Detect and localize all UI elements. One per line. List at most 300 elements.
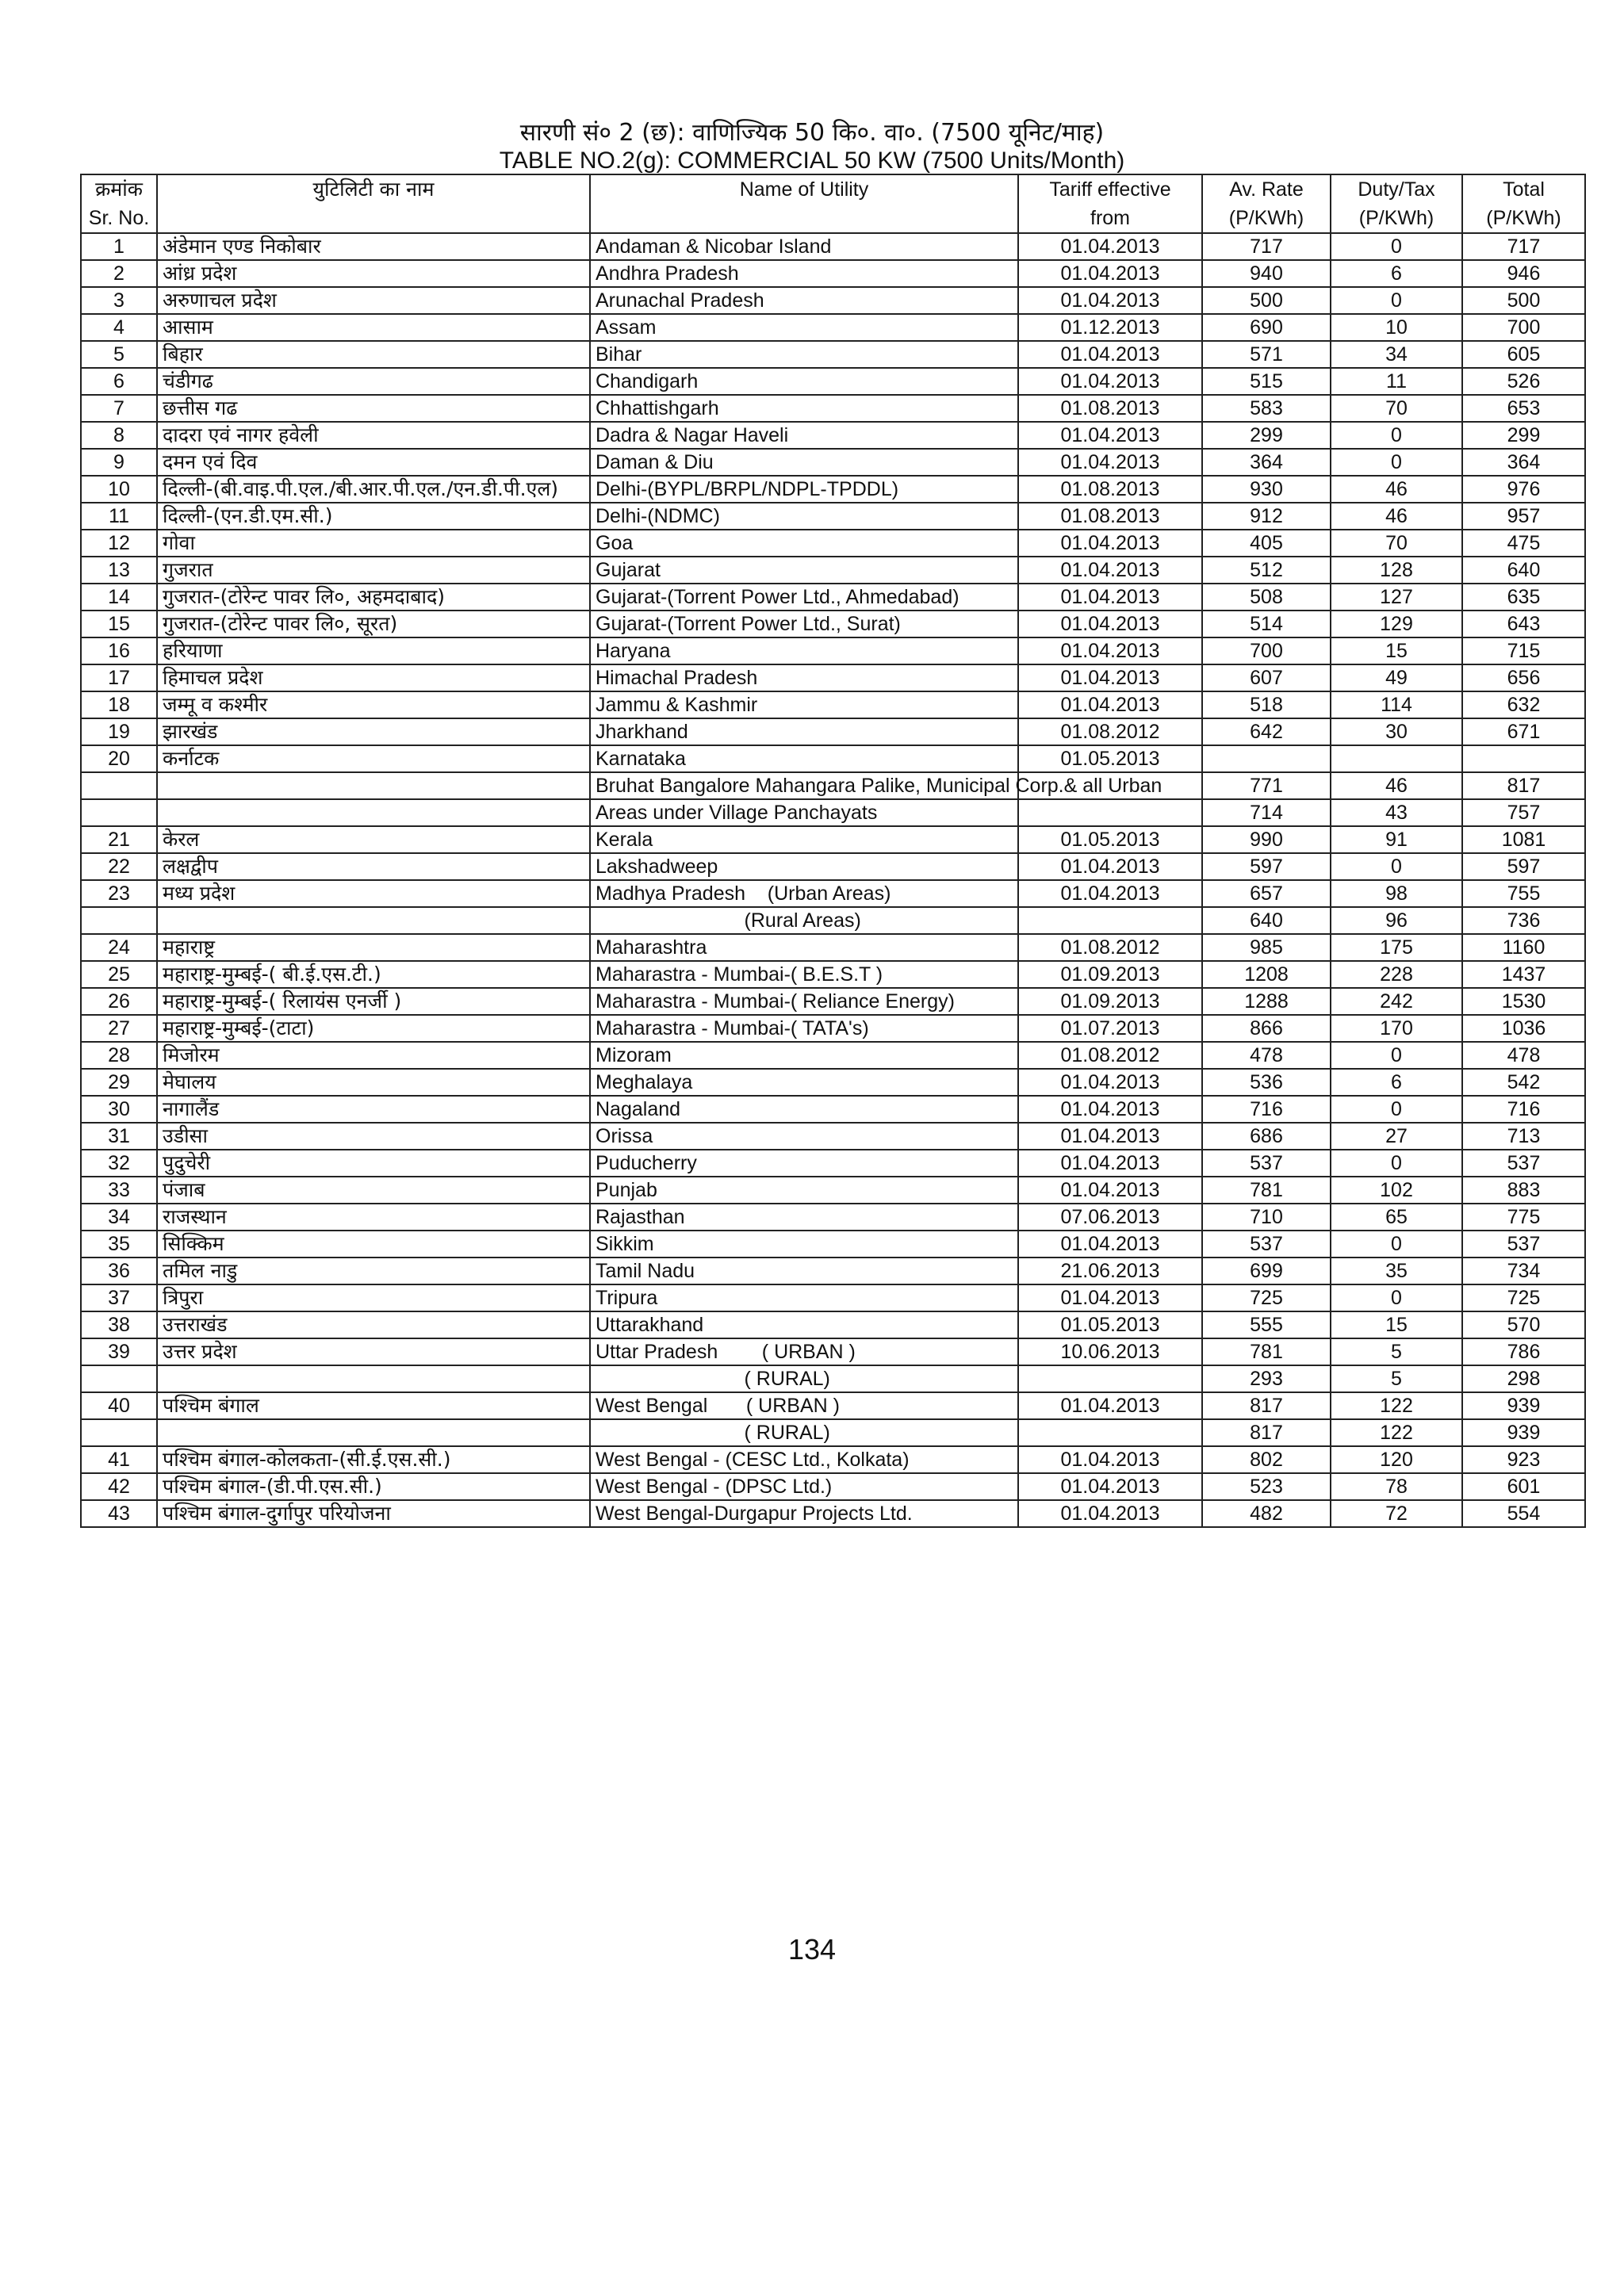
header-duty-line1: Duty/Tax: [1331, 174, 1462, 204]
cell-utility-name-hindi: दिल्ली-(एन.डी.एम.सी.): [157, 503, 590, 530]
cell-tariff-effective-from: 01.04.2013: [1018, 260, 1202, 287]
cell-duty-tax: 10: [1331, 314, 1462, 341]
cell-duty-tax: 128: [1331, 557, 1462, 584]
cell-total: 475: [1462, 530, 1585, 557]
cell-duty-tax: 122: [1331, 1392, 1462, 1419]
table-body: [81, 233, 1585, 1527]
cell-tariff-effective-from: 01.04.2013: [1018, 1177, 1202, 1204]
cell-utility-name-hindi: बिहार: [157, 341, 590, 368]
cell-tariff-effective-from: 10.06.2013: [1018, 1338, 1202, 1365]
cell-utility-name-english: Jharkhand: [590, 718, 1018, 745]
cell-utility-name-hindi: आंध्र प्रदेश: [157, 260, 590, 287]
cell-utility-name-english: Nagaland: [590, 1096, 1018, 1123]
cell-av-rate: 299: [1202, 422, 1331, 449]
cell-utility-name-english: Bruhat Bangalore Mahangara Palike, Municipal Corp.& all Urban: [590, 772, 1018, 799]
cell-utility-name-english: Assam: [590, 314, 1018, 341]
cell-utility-name-english: West Bengal - (CESC Ltd., Kolkata): [590, 1446, 1018, 1473]
cell-sr-no: 32: [81, 1150, 157, 1177]
cell-duty-tax: 0: [1331, 449, 1462, 476]
cell-total: 1437: [1462, 961, 1585, 988]
tariff-table: [80, 174, 1586, 1528]
cell-utility-name-english: Orissa: [590, 1123, 1018, 1150]
table-row: [81, 314, 1585, 341]
table-row: [81, 503, 1585, 530]
table-row: [81, 880, 1585, 907]
cell-utility-name-hindi: उत्तर प्रदेश: [157, 1338, 590, 1365]
cell-utility-name-english: Areas under Village Panchayats: [590, 799, 1018, 826]
cell-utility-name-english: Punjab: [590, 1177, 1018, 1204]
cell-utility-name-english: ( RURAL): [590, 1365, 1018, 1392]
cell-av-rate: 817: [1202, 1419, 1331, 1446]
cell-utility-name-hindi: महाराष्ट्र-मुम्बई-( बी.ई.एस.टी.): [157, 961, 590, 988]
cell-utility-name-hindi: चंडीगढ: [157, 368, 590, 395]
table-row: [81, 664, 1585, 691]
cell-total: 554: [1462, 1500, 1585, 1527]
cell-av-rate: 699: [1202, 1258, 1331, 1284]
cell-utility-name-hindi: उत्तराखंड: [157, 1311, 590, 1338]
cell-av-rate: 990: [1202, 826, 1331, 853]
table-row: [81, 1473, 1585, 1500]
header-sr-english: Sr. No.: [81, 204, 157, 233]
table-row: [81, 1365, 1585, 1392]
cell-utility-name-english: Tamil Nadu: [590, 1258, 1018, 1284]
cell-sr-no: 8: [81, 422, 157, 449]
cell-tariff-effective-from: 01.04.2013: [1018, 341, 1202, 368]
cell-av-rate: 478: [1202, 1042, 1331, 1069]
cell-duty-tax: 0: [1331, 1231, 1462, 1258]
cell-utility-name-hindi: मिजोरम: [157, 1042, 590, 1069]
cell-tariff-effective-from: 01.04.2013: [1018, 637, 1202, 664]
cell-duty-tax: 0: [1331, 422, 1462, 449]
cell-utility-name-english: West Bengal - (DPSC Ltd.): [590, 1473, 1018, 1500]
table-row: [81, 1419, 1585, 1446]
cell-utility-name-hindi: [157, 1365, 590, 1392]
cell-total: 715: [1462, 637, 1585, 664]
cell-tariff-effective-from: 01.08.2012: [1018, 934, 1202, 961]
cell-duty-tax: 127: [1331, 584, 1462, 611]
cell-total: 957: [1462, 503, 1585, 530]
cell-total: 775: [1462, 1204, 1585, 1231]
cell-tariff-effective-from: 07.06.2013: [1018, 1204, 1202, 1231]
cell-utility-name-hindi: हरियाणा: [157, 637, 590, 664]
cell-utility-name-english: Delhi-(BYPL/BRPL/NDPL-TPDDL): [590, 476, 1018, 503]
cell-utility-name-hindi: अंडेमान एण्ड निकोबार: [157, 233, 590, 260]
cell-duty-tax: 0: [1331, 1096, 1462, 1123]
cell-total: 570: [1462, 1311, 1585, 1338]
cell-av-rate: 508: [1202, 584, 1331, 611]
cell-duty-tax: 96: [1331, 907, 1462, 934]
cell-duty-tax: 0: [1331, 287, 1462, 314]
cell-duty-tax: 78: [1331, 1473, 1462, 1500]
cell-total: 734: [1462, 1258, 1585, 1284]
cell-sr-no: 37: [81, 1284, 157, 1311]
cell-tariff-effective-from: [1018, 1365, 1202, 1392]
cell-sr-no: 14: [81, 584, 157, 611]
cell-duty-tax: 5: [1331, 1338, 1462, 1365]
cell-utility-name-hindi: महाराष्ट्र-मुम्बई-(टाटा): [157, 1015, 590, 1042]
table-header: [81, 174, 1585, 233]
cell-utility-name-english: Maharashtra: [590, 934, 1018, 961]
cell-sr-no: 13: [81, 557, 157, 584]
cell-utility-name-english: Delhi-(NDMC): [590, 503, 1018, 530]
cell-utility-name-english: Dadra & Nagar Haveli: [590, 422, 1018, 449]
cell-utility-name-hindi: पश्चिम बंगाल-(डी.पी.एस.सी.): [157, 1473, 590, 1500]
cell-tariff-effective-from: 01.04.2013: [1018, 1231, 1202, 1258]
cell-total: 597: [1462, 853, 1585, 880]
cell-utility-name-english: West Bengal-Durgapur Projects Ltd.: [590, 1500, 1018, 1527]
cell-utility-name-hindi: महाराष्ट्र-मुम्बई-( रिलायंस एनर्जी ): [157, 988, 590, 1015]
cell-tariff-effective-from: 01.04.2013: [1018, 233, 1202, 260]
cell-tariff-effective-from: 01.04.2013: [1018, 530, 1202, 557]
cell-total: [1462, 745, 1585, 772]
table-row: [81, 691, 1585, 718]
cell-duty-tax: 46: [1331, 476, 1462, 503]
header-total-line1: Total: [1462, 174, 1585, 204]
table-row: [81, 1177, 1585, 1204]
cell-sr-no: 3: [81, 287, 157, 314]
cell-utility-name-hindi: राजस्थान: [157, 1204, 590, 1231]
cell-total: 632: [1462, 691, 1585, 718]
table-row: [81, 853, 1585, 880]
cell-total: 1081: [1462, 826, 1585, 853]
cell-utility-name-hindi: दमन एवं दिव: [157, 449, 590, 476]
cell-total: 757: [1462, 799, 1585, 826]
cell-sr-no: 24: [81, 934, 157, 961]
cell-duty-tax: 0: [1331, 1150, 1462, 1177]
cell-utility-name-hindi: मध्य प्रदेश: [157, 880, 590, 907]
cell-av-rate: 686: [1202, 1123, 1331, 1150]
cell-utility-name-hindi: हिमाचल प्रदेश: [157, 664, 590, 691]
cell-av-rate: 537: [1202, 1231, 1331, 1258]
cell-utility-name-hindi: सिक्किम: [157, 1231, 590, 1258]
cell-duty-tax: 0: [1331, 233, 1462, 260]
table-row: [81, 1096, 1585, 1123]
cell-duty-tax: 65: [1331, 1204, 1462, 1231]
cell-av-rate: 657: [1202, 880, 1331, 907]
table-row: [81, 637, 1585, 664]
cell-utility-name-english: Meghalaya: [590, 1069, 1018, 1096]
cell-total: 605: [1462, 341, 1585, 368]
cell-total: 526: [1462, 368, 1585, 395]
table-row: [81, 745, 1585, 772]
cell-duty-tax: 0: [1331, 1042, 1462, 1069]
cell-tariff-effective-from: 01.04.2013: [1018, 1096, 1202, 1123]
cell-av-rate: 717: [1202, 233, 1331, 260]
table-row: [81, 718, 1585, 745]
cell-av-rate: 817: [1202, 1392, 1331, 1419]
cell-utility-name-hindi: कर्नाटक: [157, 745, 590, 772]
cell-utility-name-hindi: केरल: [157, 826, 590, 853]
cell-sr-no: 40: [81, 1392, 157, 1419]
cell-sr-no: 6: [81, 368, 157, 395]
cell-sr-no: 23: [81, 880, 157, 907]
cell-tariff-effective-from: 01.04.2013: [1018, 449, 1202, 476]
cell-utility-name-hindi: तमिल नाडु: [157, 1258, 590, 1284]
cell-total: 364: [1462, 449, 1585, 476]
cell-utility-name-hindi: पश्चिम बंगाल-दुर्गापुर परियोजना: [157, 1500, 590, 1527]
table-row: [81, 368, 1585, 395]
cell-av-rate: 781: [1202, 1338, 1331, 1365]
cell-utility-name-english: Rajasthan: [590, 1204, 1018, 1231]
cell-sr-no: 43: [81, 1500, 157, 1527]
cell-sr-no: 39: [81, 1338, 157, 1365]
cell-av-rate: 607: [1202, 664, 1331, 691]
cell-sr-no: [81, 907, 157, 934]
cell-utility-name-hindi: अरुणाचल प्रदेश: [157, 287, 590, 314]
cell-duty-tax: 102: [1331, 1177, 1462, 1204]
header-rate-line1: Av. Rate: [1202, 174, 1331, 204]
cell-duty-tax: 35: [1331, 1258, 1462, 1284]
cell-duty-tax: 122: [1331, 1419, 1462, 1446]
cell-utility-name-english: Bihar: [590, 341, 1018, 368]
cell-duty-tax: 15: [1331, 1311, 1462, 1338]
cell-total: 671: [1462, 718, 1585, 745]
cell-utility-name-english: Uttar Pradesh ( URBAN ): [590, 1338, 1018, 1365]
cell-total: 717: [1462, 233, 1585, 260]
cell-duty-tax: 120: [1331, 1446, 1462, 1473]
cell-duty-tax: 170: [1331, 1015, 1462, 1042]
cell-duty-tax: [1331, 745, 1462, 772]
table-title-english: TABLE NO.2(g): COMMERCIAL 50 KW (7500 Units/Month): [499, 147, 1125, 174]
cell-duty-tax: 114: [1331, 691, 1462, 718]
table-row: [81, 1042, 1585, 1069]
cell-sr-no: 42: [81, 1473, 157, 1500]
table-row: [81, 530, 1585, 557]
cell-utility-name-hindi: छत्तीस गढ: [157, 395, 590, 422]
cell-total: 299: [1462, 422, 1585, 449]
cell-utility-name-english: Chandigarh: [590, 368, 1018, 395]
cell-av-rate: 514: [1202, 611, 1331, 637]
cell-tariff-effective-from: 01.08.2012: [1018, 718, 1202, 745]
cell-sr-no: 20: [81, 745, 157, 772]
cell-duty-tax: 27: [1331, 1123, 1462, 1150]
cell-av-rate: 293: [1202, 1365, 1331, 1392]
cell-duty-tax: 129: [1331, 611, 1462, 637]
cell-total: 716: [1462, 1096, 1585, 1123]
cell-total: 713: [1462, 1123, 1585, 1150]
cell-tariff-effective-from: 01.12.2013: [1018, 314, 1202, 341]
cell-sr-no: 36: [81, 1258, 157, 1284]
table-row: [81, 772, 1585, 799]
cell-utility-name-english: Daman & Diu: [590, 449, 1018, 476]
cell-sr-no: 10: [81, 476, 157, 503]
cell-total: 736: [1462, 907, 1585, 934]
cell-utility-name-english: Andaman & Nicobar Island: [590, 233, 1018, 260]
cell-total: 725: [1462, 1284, 1585, 1311]
cell-tariff-effective-from: 01.04.2013: [1018, 1069, 1202, 1096]
header-rate-line2: (P/KWh): [1202, 204, 1331, 233]
cell-utility-name-hindi: गुजरात-(टोरेन्ट पावर लि०, सूरत): [157, 611, 590, 637]
cell-utility-name-hindi: गुजरात-(टोरेन्ट पावर लि०, अहमदाबाद): [157, 584, 590, 611]
cell-sr-no: 33: [81, 1177, 157, 1204]
cell-tariff-effective-from: 01.04.2013: [1018, 422, 1202, 449]
header-total-line2: (P/KWh): [1462, 204, 1585, 233]
cell-duty-tax: 30: [1331, 718, 1462, 745]
cell-total: 635: [1462, 584, 1585, 611]
cell-av-rate: 930: [1202, 476, 1331, 503]
cell-av-rate: 1208: [1202, 961, 1331, 988]
cell-total: 656: [1462, 664, 1585, 691]
cell-sr-no: 38: [81, 1311, 157, 1338]
cell-tariff-effective-from: 01.04.2013: [1018, 557, 1202, 584]
cell-tariff-effective-from: 01.04.2013: [1018, 1150, 1202, 1177]
cell-av-rate: 537: [1202, 1150, 1331, 1177]
cell-duty-tax: 228: [1331, 961, 1462, 988]
cell-sr-no: 16: [81, 637, 157, 664]
cell-sr-no: 1: [81, 233, 157, 260]
cell-tariff-effective-from: 21.06.2013: [1018, 1258, 1202, 1284]
table-row: [81, 1123, 1585, 1150]
cell-tariff-effective-from: 01.04.2013: [1018, 691, 1202, 718]
cell-utility-name-english: Mizoram: [590, 1042, 1018, 1069]
cell-sr-no: 21: [81, 826, 157, 853]
cell-duty-tax: 6: [1331, 1069, 1462, 1096]
cell-tariff-effective-from: 01.08.2013: [1018, 503, 1202, 530]
cell-tariff-effective-from: 01.04.2013: [1018, 1500, 1202, 1527]
cell-tariff-effective-from: 01.04.2013: [1018, 287, 1202, 314]
cell-sr-no: [81, 1365, 157, 1392]
table-row: [81, 1204, 1585, 1231]
cell-av-rate: 523: [1202, 1473, 1331, 1500]
cell-tariff-effective-from: 01.04.2013: [1018, 368, 1202, 395]
cell-tariff-effective-from: 01.04.2013: [1018, 1392, 1202, 1419]
cell-total: 786: [1462, 1338, 1585, 1365]
cell-total: 478: [1462, 1042, 1585, 1069]
cell-tariff-effective-from: 01.05.2013: [1018, 745, 1202, 772]
cell-av-rate: 716: [1202, 1096, 1331, 1123]
cell-sr-no: 26: [81, 988, 157, 1015]
cell-sr-no: 19: [81, 718, 157, 745]
cell-sr-no: 25: [81, 961, 157, 988]
cell-sr-no: [81, 1419, 157, 1446]
cell-duty-tax: 70: [1331, 530, 1462, 557]
cell-total: 1036: [1462, 1015, 1585, 1042]
cell-total: 1530: [1462, 988, 1585, 1015]
cell-sr-no: 2: [81, 260, 157, 287]
table-row: [81, 476, 1585, 503]
cell-av-rate: 583: [1202, 395, 1331, 422]
cell-sr-no: 9: [81, 449, 157, 476]
cell-av-rate: 802: [1202, 1446, 1331, 1473]
cell-utility-name-hindi: गुजरात: [157, 557, 590, 584]
cell-duty-tax: 34: [1331, 341, 1462, 368]
table-row: [81, 1500, 1585, 1527]
table-row: [81, 799, 1585, 826]
cell-tariff-effective-from: 01.04.2013: [1018, 853, 1202, 880]
cell-sr-no: 41: [81, 1446, 157, 1473]
cell-av-rate: 512: [1202, 557, 1331, 584]
cell-utility-name-english: Puducherry: [590, 1150, 1018, 1177]
cell-utility-name-hindi: आसाम: [157, 314, 590, 341]
cell-utility-name-hindi: [157, 799, 590, 826]
cell-tariff-effective-from: 01.05.2013: [1018, 826, 1202, 853]
cell-total: 537: [1462, 1231, 1585, 1258]
cell-total: 946: [1462, 260, 1585, 287]
cell-utility-name-hindi: पश्चिम बंगाल: [157, 1392, 590, 1419]
cell-total: 817: [1462, 772, 1585, 799]
cell-total: 537: [1462, 1150, 1585, 1177]
cell-av-rate: 405: [1202, 530, 1331, 557]
cell-duty-tax: 5: [1331, 1365, 1462, 1392]
table-row: [81, 826, 1585, 853]
cell-total: 939: [1462, 1419, 1585, 1446]
cell-total: 939: [1462, 1392, 1585, 1419]
cell-total: 500: [1462, 287, 1585, 314]
cell-total: 653: [1462, 395, 1585, 422]
cell-total: 755: [1462, 880, 1585, 907]
header-sr-hindi: क्रमांक: [81, 174, 157, 204]
cell-av-rate: 866: [1202, 1015, 1331, 1042]
cell-total: 643: [1462, 611, 1585, 637]
cell-av-rate: 985: [1202, 934, 1331, 961]
cell-utility-name-hindi: दिल्ली-(बी.वाइ.पी.एल./बी.आर.पी.एल./एन.डी.पी.एल): [157, 476, 590, 503]
cell-tariff-effective-from: 01.08.2012: [1018, 1042, 1202, 1069]
cell-av-rate: 571: [1202, 341, 1331, 368]
cell-av-rate: 690: [1202, 314, 1331, 341]
cell-utility-name-hindi: पंजाब: [157, 1177, 590, 1204]
cell-sr-no: 30: [81, 1096, 157, 1123]
cell-sr-no: 35: [81, 1231, 157, 1258]
cell-utility-name-english: Gujarat-(Torrent Power Ltd., Ahmedabad): [590, 584, 1018, 611]
cell-utility-name-english: Uttarakhand: [590, 1311, 1018, 1338]
cell-av-rate: 500: [1202, 287, 1331, 314]
cell-total: 976: [1462, 476, 1585, 503]
cell-av-rate: 482: [1202, 1500, 1331, 1527]
table-row: [81, 341, 1585, 368]
table-row: [81, 1015, 1585, 1042]
cell-sr-no: 34: [81, 1204, 157, 1231]
cell-utility-name-english: Jammu & Kashmir: [590, 691, 1018, 718]
cell-duty-tax: 72: [1331, 1500, 1462, 1527]
header-tariff-line1: Tariff effective: [1018, 174, 1202, 204]
cell-utility-name-english: Himachal Pradesh: [590, 664, 1018, 691]
cell-utility-name-hindi: महाराष्ट्र: [157, 934, 590, 961]
cell-utility-name-hindi: गोवा: [157, 530, 590, 557]
table-row: [81, 907, 1585, 934]
cell-sr-no: 11: [81, 503, 157, 530]
cell-tariff-effective-from: 01.04.2013: [1018, 1446, 1202, 1473]
header-duty-line2: (P/KWh): [1331, 204, 1462, 233]
cell-utility-name-hindi: त्रिपुरा: [157, 1284, 590, 1311]
header-name-hindi: युटिलिटी का नाम: [157, 174, 590, 204]
cell-duty-tax: 175: [1331, 934, 1462, 961]
cell-utility-name-english: Maharastra - Mumbai-( B.E.S.T ): [590, 961, 1018, 988]
cell-utility-name-english: Lakshadweep: [590, 853, 1018, 880]
cell-duty-tax: 0: [1331, 853, 1462, 880]
cell-sr-no: 5: [81, 341, 157, 368]
cell-utility-name-english: Andhra Pradesh: [590, 260, 1018, 287]
cell-utility-name-english: Gujarat: [590, 557, 1018, 584]
table-row: [81, 1258, 1585, 1284]
cell-av-rate: 940: [1202, 260, 1331, 287]
cell-utility-name-english: Sikkim: [590, 1231, 1018, 1258]
cell-av-rate: 710: [1202, 1204, 1331, 1231]
cell-av-rate: 364: [1202, 449, 1331, 476]
header-blank: [157, 204, 590, 233]
cell-av-rate: 700: [1202, 637, 1331, 664]
table-row: [81, 1446, 1585, 1473]
cell-av-rate: 781: [1202, 1177, 1331, 1204]
cell-sr-no: 29: [81, 1069, 157, 1096]
table-row: [81, 1311, 1585, 1338]
cell-sr-no: [81, 799, 157, 826]
table-row: [81, 934, 1585, 961]
cell-sr-no: 15: [81, 611, 157, 637]
cell-duty-tax: 46: [1331, 772, 1462, 799]
cell-av-rate: 714: [1202, 799, 1331, 826]
table-row: [81, 1392, 1585, 1419]
cell-sr-no: 18: [81, 691, 157, 718]
